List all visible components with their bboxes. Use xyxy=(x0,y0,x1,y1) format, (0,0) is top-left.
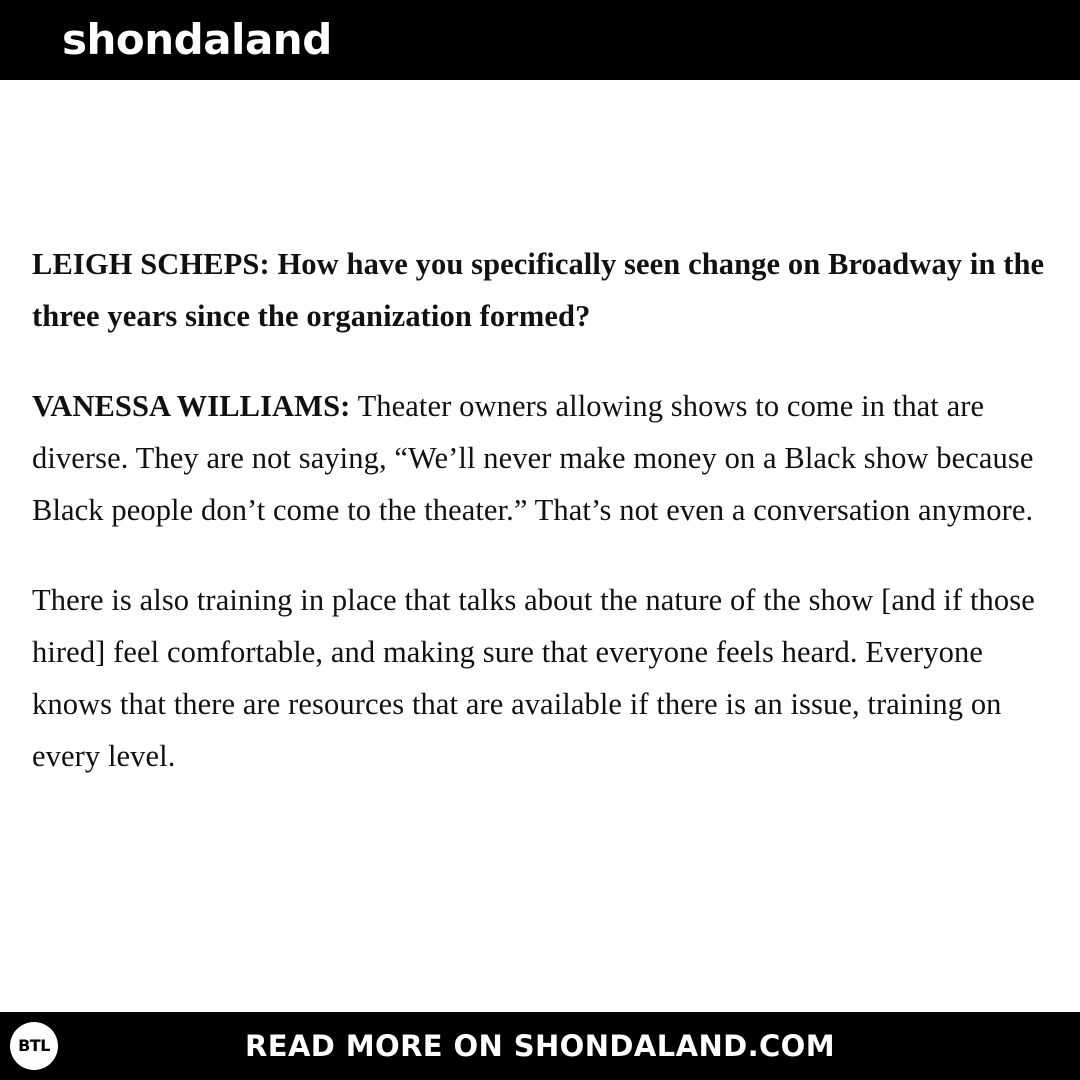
read-more-cta[interactable]: READ MORE ON SHONDALAND.COM xyxy=(245,1028,835,1063)
interview-answer-2 xyxy=(32,574,1050,782)
shondaland-logo: shondaland xyxy=(62,15,332,64)
brand-header xyxy=(0,0,1080,80)
article-body xyxy=(32,80,1050,782)
answer-speaker-name: VANESSA WILLIAMS: xyxy=(32,389,351,423)
answer-text-2: There is also training in place that talks about the nature of the show [and if those hired] feel comfortable, and making sure that everyone feels heard. Everyone knows that there are resources that are available if there is an issue, training on every level. xyxy=(32,583,1035,773)
question-speaker-name: LEIGH SCHEPS: xyxy=(32,247,270,281)
answer-text-1: Theater owners allowing shows to come in that are diverse. They are not saying, “We’ll never make money on a Black show because Black people don’t come to the theater.” That’s not even a conversation anymore. xyxy=(32,389,1034,527)
btl-logo-label: BTL xyxy=(18,1036,50,1055)
interview-answer-1 xyxy=(32,380,1050,536)
interview-question xyxy=(32,238,1050,342)
btl-logo-icon xyxy=(10,1022,58,1070)
article-content xyxy=(0,80,1080,1012)
question-text: How have you specifically seen change on Broadway in the three years since the organization formed? xyxy=(32,247,1045,333)
footer-bar xyxy=(0,1012,1080,1080)
